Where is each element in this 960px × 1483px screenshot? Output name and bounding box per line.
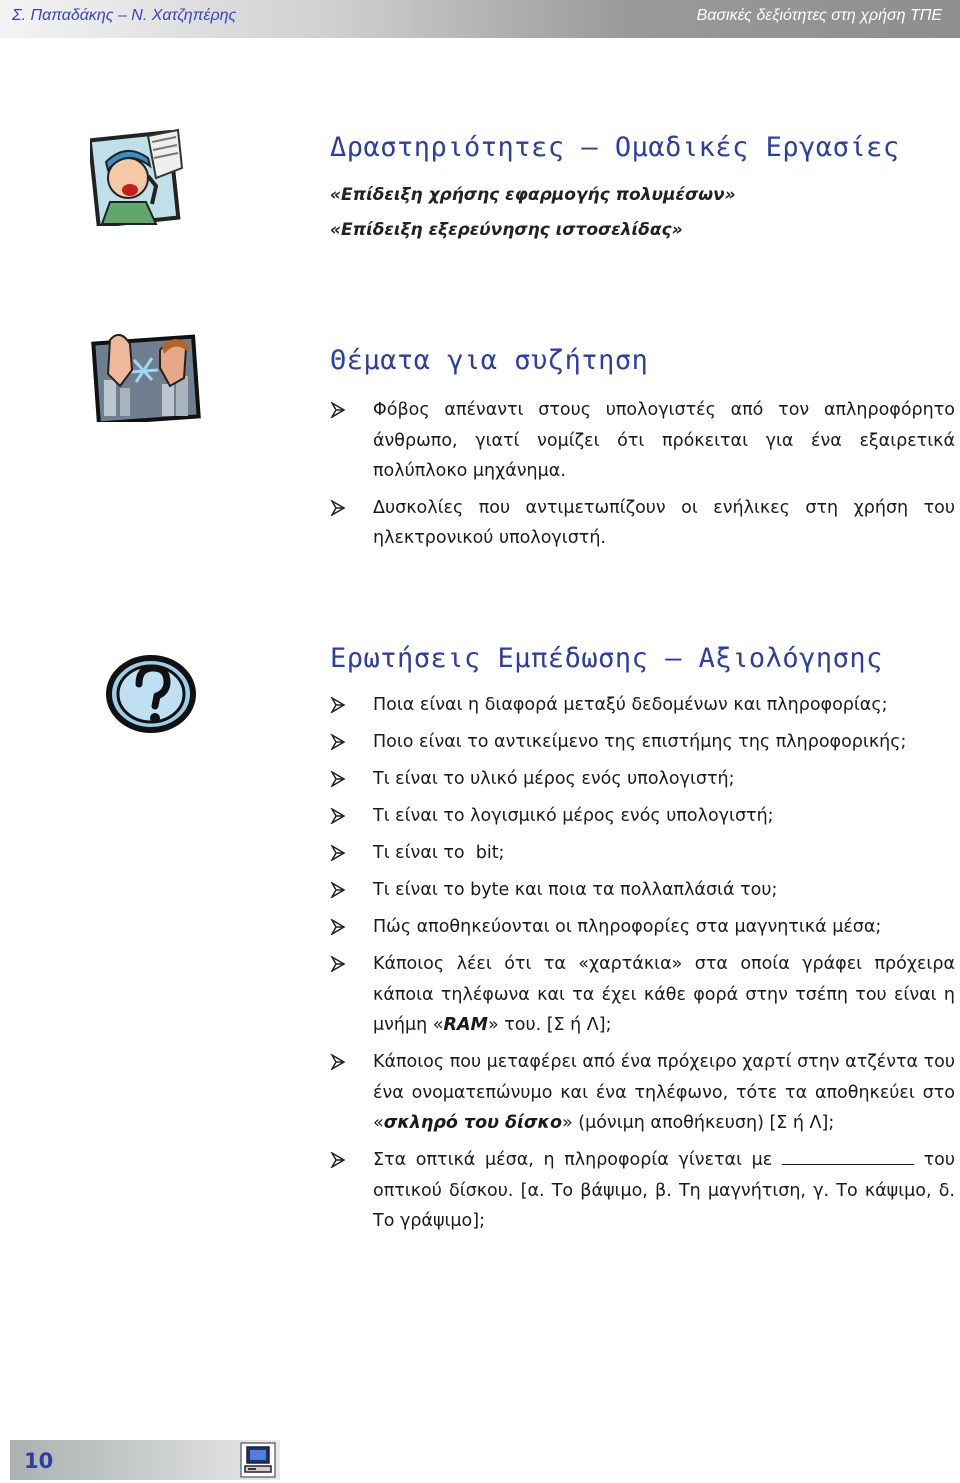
list-item: Τι είναι το bit; [330, 838, 955, 869]
list-item: Πώς αποθηκεύονται οι πληροφορίες στα μαγνητικά μέσα; [330, 912, 955, 943]
list-item: Κάποιος που μεταφέρει από ένα πρόχειρο χαρτί στην ατζέντα του ένα ονοματεπώνυμο και ένα τηλέφωνο, τότε τα αποθηκεύει στο «σκληρό του δίσκο» (μόνιμη αποθήκευση) [Σ ή Λ]; [330, 1047, 955, 1139]
questions-list [330, 690, 955, 1243]
bullet-arrow-icon [330, 771, 346, 787]
list-item: Φόβος απέναντι στους υπολογιστές από τον απληροφόρητο άνθρωπο, γιατί νομίζει ότι πρόκειται για ένα εξαιρετικά πολύπλοκο μηχάνημα. [330, 395, 955, 487]
bullet-arrow-icon [330, 956, 346, 972]
page-header [0, 0, 960, 38]
discussion-people-icon [90, 330, 202, 422]
bullet-arrow-icon [330, 1152, 346, 1168]
header-book-title: Βασικές δεξιότητες στη χρήση ΤΠΕ [696, 7, 942, 24]
computer-icon [240, 1442, 276, 1478]
fill-in-blank [782, 1150, 914, 1165]
list-item: Κάποιος λέει ότι τα «χαρτάκια» στα οποία γράφει πρόχειρα κάποια τηλέφωνα και τα έχει κάθε φορά στην τσέπη του είναι η μνήμη «RAM» του. [Σ ή Λ]; [330, 949, 955, 1041]
bullet-arrow-icon [330, 882, 346, 898]
bullet-arrow-icon [330, 500, 346, 516]
list-item: Τι είναι το byte και ποια τα πολλαπλάσιά του; [330, 875, 955, 906]
list-item: Ποιο είναι το αντικείμενο της επιστήμης της πληροφορικής; [330, 727, 955, 758]
newspaper-boy-icon [90, 128, 185, 226]
bullet-arrow-icon [330, 808, 346, 824]
discussion-list [330, 395, 955, 560]
discussion-title: Θέματα για συζήτηση [330, 345, 649, 376]
header-authors: Σ. Παπαδάκης – Ν. Χατζηπέρης [12, 7, 237, 24]
bullet-arrow-icon [330, 845, 346, 861]
list-item: Τι είναι το υλικό μέρος ενός υπολογιστή; [330, 764, 955, 795]
list-item: Δυσκολίες που αντιμετωπίζουν οι ενήλικες στη χρήση του ηλεκτρονικού υπολογιστή. [330, 493, 955, 554]
list-item: Ποια είναι η διαφορά μεταξύ δεδομένων και πληροφορίας; [330, 690, 955, 721]
bullet-arrow-icon [330, 697, 346, 713]
bullet-arrow-icon [330, 402, 346, 418]
questions-title: Ερωτήσεις Εμπέδωσης – Αξιολόγησης [330, 643, 883, 674]
question-mark-icon [105, 654, 197, 734]
bullet-arrow-icon [330, 919, 346, 935]
list-item: Τι είναι το λογισμικό μέρος ενός υπολογιστή; [330, 801, 955, 832]
bullet-arrow-icon [330, 1054, 346, 1070]
page-number: 10 [24, 1449, 54, 1473]
activities-title: Δραστηριότητες – Ομαδικές Εργασίες [330, 132, 900, 163]
bullet-arrow-icon [330, 734, 346, 750]
activities-line-2: «Επίδειξη εξερεύνησης ιστοσελίδας» [330, 220, 683, 240]
activities-line-1: «Επίδειξη χρήσης εφαρμογής πολυμέσων» [330, 185, 736, 205]
list-item: Στα οπτικά μέσα, η πληροφορία γίνεται με του οπτικού δίσκου. [α. Το βάψιμο, β. Τη μαγνήτιση, γ. Το κάψιμο, δ. Το γράψιμο]; [330, 1145, 955, 1237]
